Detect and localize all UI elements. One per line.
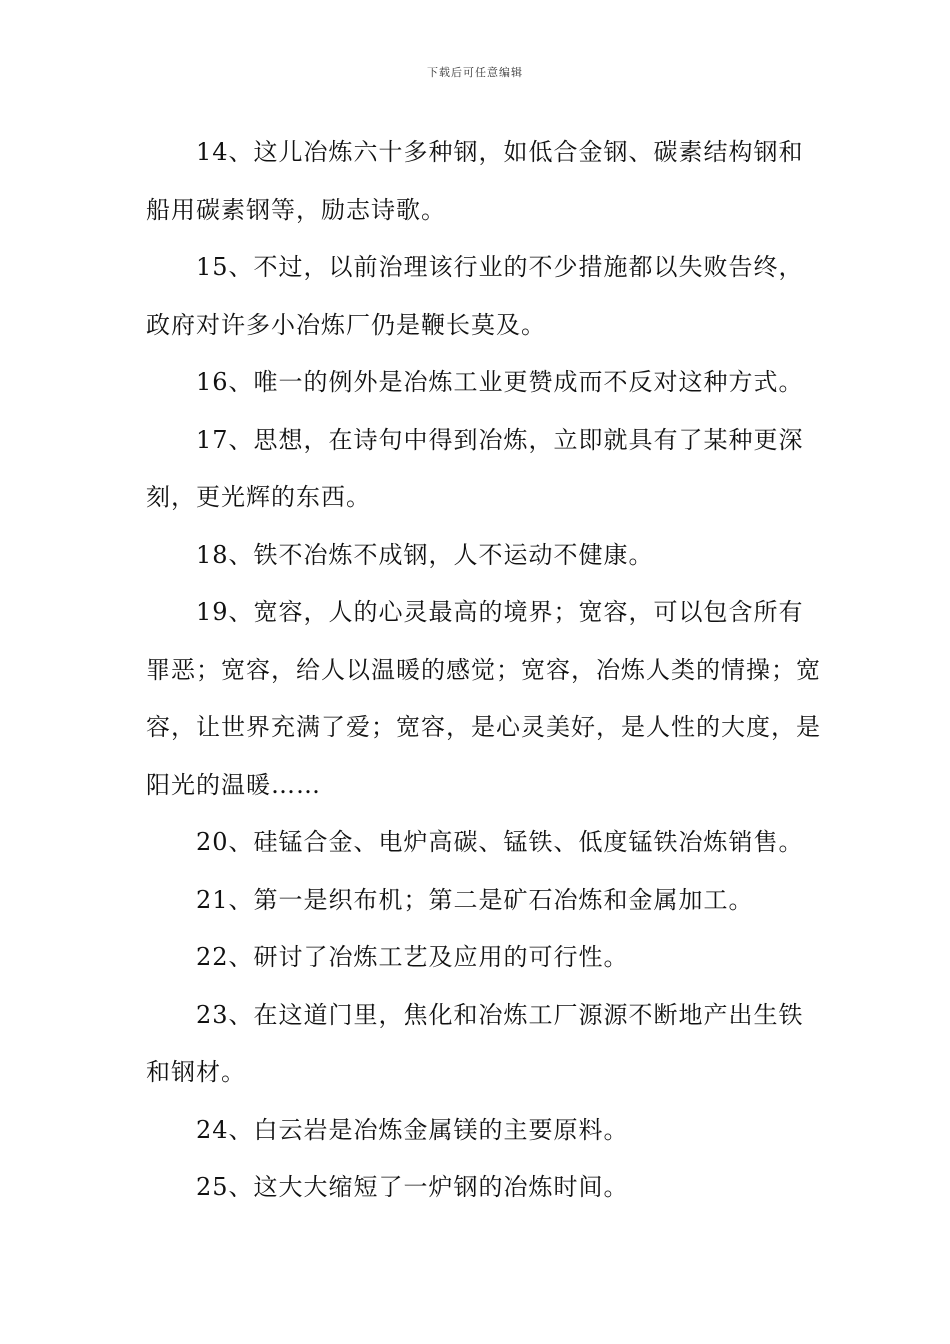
document-body [146,124,826,1217]
paragraph-15: 15、不过，以前治理该行业的不少措施都以失败告终，政府对许多小冶炼厂仍是鞭长莫及。 [146,253,804,339]
paragraph-17: 17、思想，在诗句中得到冶炼，立即就具有了某种更深刻，更光辉的东西。 [146,425,804,511]
paragraph-19: 19、宽容，人的心灵最高的境界；宽容，可以包含所有罪恶；宽容，给人以温暖的感觉；宽容，冶炼人类的情操；宽容，让世界充满了爱；宽容，是心灵美好，是人性的大度，是阳光的温暖…… [146,598,821,799]
paragraph-16: 16、唯一的例外是冶炼工业更赞成而不反对这种方式。 [196,368,804,396]
paragraph-24: 24、白云岩是冶炼金属镁的主要原料。 [196,1115,629,1144]
paragraph-20: 20、硅锰合金、电炉高碳、锰铁、低度锰铁冶炼销售。 [196,828,804,856]
page-header: 下载后可任意编辑 [427,66,523,79]
paragraph-14: 14、这儿冶炼六十多种钢，如低合金钢、碳素结构钢和船用碳素钢等，励志诗歌。 [146,138,804,224]
paragraph-22: 22、研讨了冶炼工艺及应用的可行性。 [196,943,629,971]
paragraph-21: 21、第一是织布机；第二是矿石冶炼和金属加工。 [196,885,754,914]
paragraph-23: 23、在这道门里，焦化和冶炼工厂源源不断地产出生铁和钢材。 [146,1000,804,1086]
paragraph-18: 18、铁不冶炼不成钢，人不运动不健康。 [196,540,654,569]
paragraph-25: 25、这大大缩短了一炉钢的冶炼时间。 [196,1173,629,1201]
